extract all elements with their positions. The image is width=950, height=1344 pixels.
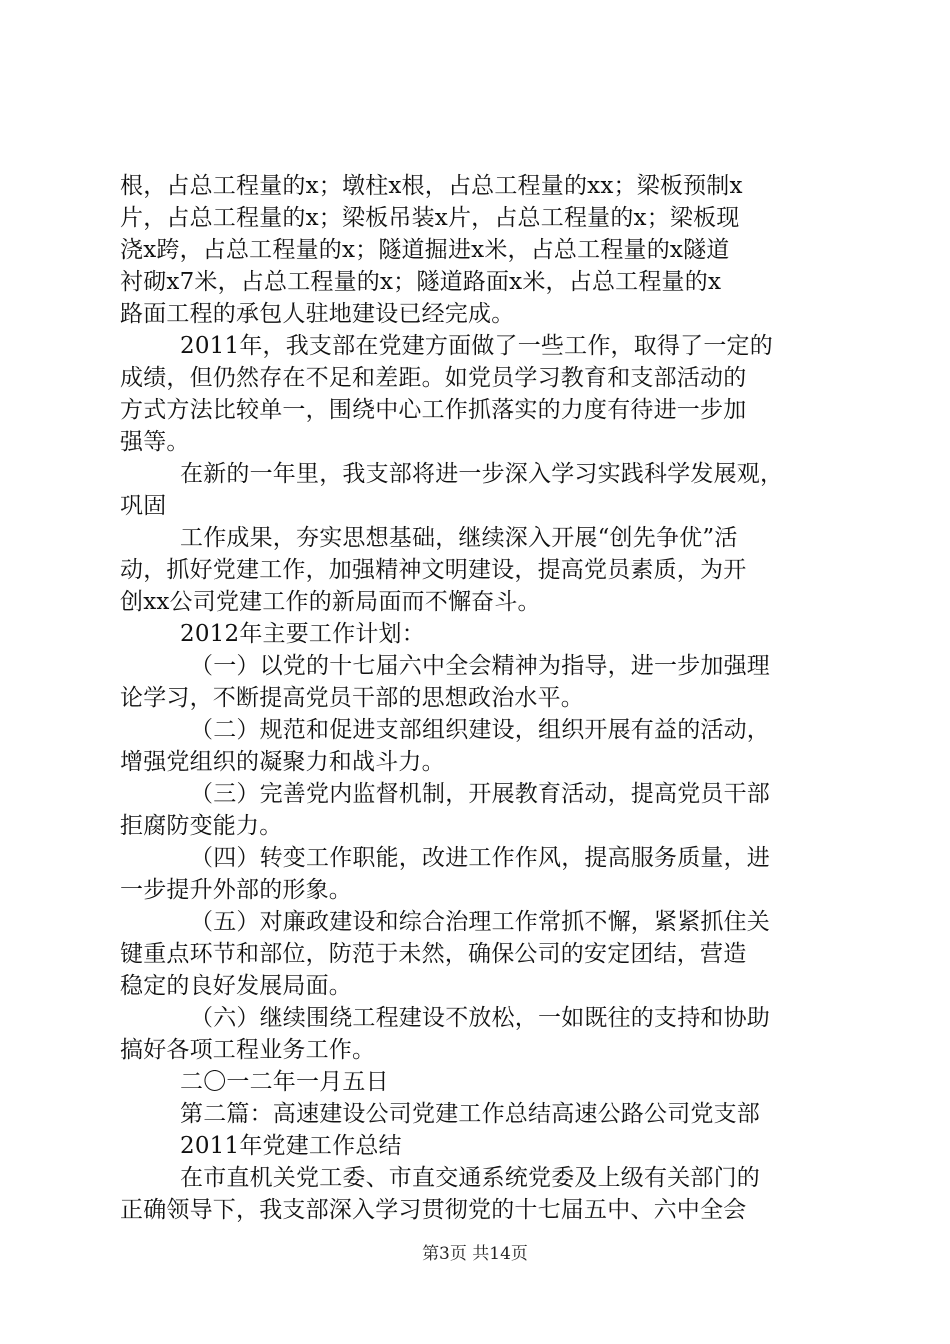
text-line: （四）转变工作职能，改进工作作风，提高服务质量，进 — [190, 845, 770, 871]
text-line: 成绩，但仍然存在不足和差距。如党员学习教育和支部活动的 — [120, 365, 747, 391]
text-line: 在新的一年里，我支部将进一步深入学习实践科学发展观， — [180, 461, 784, 487]
text-line: 正确领导下，我支部深入学习贯彻党的十七届五中、六中全会 — [120, 1197, 747, 1223]
text-line: 键重点环节和部位，防范于未然，确保公司的安定团结，营造 — [120, 941, 747, 967]
text-line: （二）规范和促进支部组织建设，组织开展有益的活动， — [190, 717, 770, 743]
text-line: 浇x跨，占总工程量的x；隧道掘进x米，占总工程量的x隧道 — [120, 237, 730, 263]
text-line: 2012年主要工作计划： — [180, 621, 425, 647]
text-line: 一步提升外部的形象。 — [120, 877, 352, 903]
text-line: 衬砌x7米，占总工程量的x；隧道路面x米，占总工程量的x — [120, 269, 722, 295]
text-line: 2011年，我支部在党建方面做了一些工作，取得了一定的 — [180, 333, 773, 359]
text-line: 方式方法比较单一，围绕中心工作抓落实的力度有待进一步加 — [120, 397, 747, 423]
text-line: 巩固 — [120, 493, 167, 519]
text-line: （一）以党的十七届六中全会精神为指导，进一步加强理 — [190, 653, 770, 679]
document-body — [120, 170, 840, 1226]
text-line: 2011年党建工作总结 — [180, 1133, 402, 1159]
text-line: 论学习，不断提高党员干部的思想政治水平。 — [120, 685, 584, 711]
text-line: 稳定的良好发展局面。 — [120, 973, 352, 999]
text-line: （五）对廉政建设和综合治理工作常抓不懈，紧紧抓住关 — [190, 909, 770, 935]
text-line: 路面工程的承包人驻地建设已经完成。 — [120, 301, 515, 327]
page-footer: 第3页 共14页 — [422, 1244, 528, 1264]
text-line: 强等。 — [120, 429, 190, 455]
text-line: （三）完善党内监督机制，开展教育活动，提高党员干部 — [190, 781, 770, 807]
text-line: 二〇一二年一月五日 — [180, 1069, 389, 1095]
text-line: 根，占总工程量的x；墩柱x根，占总工程量的xx；梁板预制x — [120, 173, 743, 199]
text-line: 创xx公司党建工作的新局面而不懈奋斗。 — [120, 589, 541, 615]
text-line: （六）继续围绕工程建设不放松，一如既往的支持和协助 — [190, 1005, 770, 1031]
text-line: 片，占总工程量的x；梁板吊装x片，占总工程量的x；梁板现 — [120, 205, 740, 231]
text-line: 第二篇：高速建设公司党建工作总结高速公路公司党支部 — [180, 1101, 760, 1127]
text-line: 增强党组织的凝聚力和战斗力。 — [120, 749, 445, 775]
text-line: 拒腐防变能力。 — [120, 813, 283, 839]
text-line: 动，抓好党建工作，加强精神文明建设，提高党员素质，为开 — [120, 557, 747, 583]
text-line: 搞好各项工程业务工作。 — [120, 1037, 376, 1063]
text-line: 工作成果，夯实思想基础，继续深入开展“创先争优”活 — [180, 525, 738, 551]
text-line: 在市直机关党工委、市直交通系统党委及上级有关部门的 — [180, 1165, 760, 1191]
